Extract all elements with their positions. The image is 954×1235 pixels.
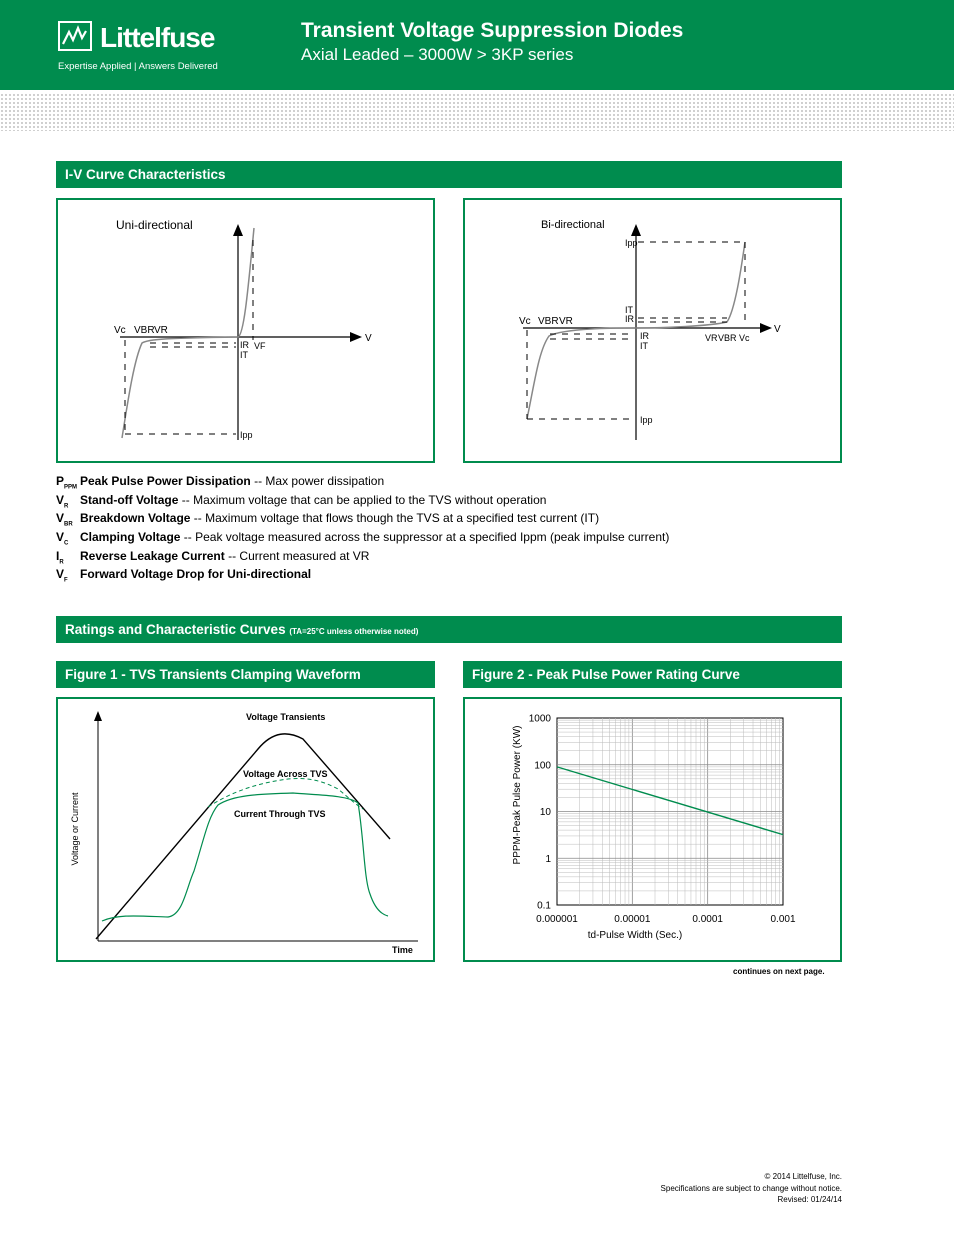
bi-it-bottom-label: IT [640, 341, 648, 351]
fig2-x-tick-label: 0.001 [770, 914, 796, 925]
iv-section-title: I-V Curve Characteristics [56, 161, 842, 188]
logo-text: Littelfuse [100, 22, 215, 53]
definition-symbol: $V_F$ [56, 567, 68, 584]
bi-it-top-label: IT [625, 305, 633, 315]
bi-vc-label: Vc [519, 316, 531, 327]
fig2-series-line [557, 767, 783, 835]
fig1-waveform [58, 699, 433, 960]
fig2-series [557, 767, 783, 835]
fig2-grid [557, 718, 783, 905]
page-title: Transient Voltage Suppression Diodes [301, 19, 684, 42]
bi-ipp-bottom-label: Ipp [640, 415, 653, 425]
footer-copyright: © 2014 Littelfuse, Inc. [764, 1172, 842, 1181]
page-subtitle: Axial Leaded – 3000W > 3KP series [301, 45, 574, 64]
fig1-xlabel: Time [392, 945, 413, 955]
fig2-y-tick-label: 1000 [528, 713, 551, 725]
fig2-x-tick-label: 0.0001 [692, 914, 723, 925]
bi-iv-diagram [465, 200, 840, 461]
definition-symbol: $V_R$ [56, 492, 69, 510]
fig1-title: Figure 1 - TVS Transients Clamping Waveform [56, 661, 435, 688]
bi-vbr-label: VBR [538, 316, 559, 327]
bi-ir-bottom-label: IR [640, 331, 649, 341]
bi-vr-label: VR [559, 316, 573, 327]
uni-v-axis-label: V [365, 333, 372, 344]
fig1-label-transients: Voltage Transients [246, 712, 326, 722]
bi-ipp-top-label: Ipp [625, 238, 638, 248]
definition-symbol: $V_{BR}$ [56, 511, 73, 528]
fig2-x-tick-label: 0.000001 [536, 914, 578, 925]
fig2-panel [463, 697, 842, 962]
definition-text: Forward Voltage Drop for Uni-directional [80, 567, 312, 582]
continues-note: continues on next page. [733, 967, 825, 976]
uni-iv-diagram [58, 200, 433, 461]
fig1-ylabel: Voltage or Current [70, 792, 80, 866]
fig2-xlabel: td-Pulse Width (Sec.) [587, 930, 683, 941]
footer [661, 1171, 842, 1206]
tagline: Expertise Applied | Answers Delivered [58, 61, 218, 72]
fig2-title: Figure 2 - Peak Pulse Power Rating Curve [463, 661, 842, 688]
fig2-y-tick-label: 1 [545, 853, 551, 865]
fig2-ticks [529, 714, 796, 926]
bi-vbr-right-label: VBR [718, 333, 737, 343]
fig1-label-across: Voltage Across TVS [243, 769, 328, 779]
uni-it-label: IT [240, 350, 248, 360]
dot-pattern-band [0, 93, 954, 131]
fig2-ylabel: PPPM-Peak Pulse Power (KW) [512, 725, 523, 865]
ratings-title: Ratings and Characteristic Curves [65, 622, 286, 637]
bi-vc-right-label: Vc [739, 333, 750, 343]
definition-symbol: $P_{PPM}$ [56, 474, 78, 491]
bi-ir-top-label: IR [625, 314, 634, 324]
fig1-label-through: Current Through TVS [234, 809, 326, 819]
definition-symbol: $V_C$ [56, 530, 69, 547]
bi-title: Bi-directional [541, 219, 605, 231]
uni-vf-label: VF [254, 341, 266, 351]
ratings-section-title [56, 616, 842, 643]
fig2-x-tick-label: 0.00001 [614, 914, 651, 925]
fig2-y-tick-label: 10 [539, 807, 551, 818]
uni-directional-panel [56, 198, 435, 463]
littelfuse-logo-icon [58, 21, 92, 51]
bi-vr-right-label: VR [705, 333, 718, 343]
bi-v-axis-label: V [774, 324, 781, 335]
uni-vr-label: VR [154, 325, 168, 336]
definition-text: Stand-off Voltage -- Maximum voltage that can be applied to the TVS without operation [80, 492, 547, 507]
uni-ipp-label: Ipp [240, 430, 253, 440]
bi-directional-panel [463, 198, 842, 463]
uni-ir-label: IR [240, 340, 249, 350]
definition-text: Reverse Leakage Current -- Current measured at VR [80, 548, 370, 563]
uni-vbr-label: VBR [134, 325, 155, 336]
fig2-y-tick-label: 0.1 [537, 900, 551, 912]
uni-vc-label: Vc [114, 325, 126, 336]
footer-notice: Specifications are subject to change without notice. [660, 1183, 842, 1193]
ratings-note: (TA=25°C unless otherwise noted) [289, 627, 419, 636]
fig1-panel [56, 697, 435, 962]
fig2-chart [465, 699, 840, 960]
fig2-y-tick-label: 100 [534, 760, 551, 772]
uni-title: Uni-directional [116, 218, 193, 232]
definition-text: Peak Pulse Power Dissipation -- Max power dissipation [80, 474, 385, 488]
page-header [0, 0, 954, 90]
definition-symbol: $I_R$ [56, 548, 64, 566]
footer-revised: Revised: 01/24/14 [777, 1195, 842, 1204]
definition-text: Breakdown Voltage -- Maximum voltage that flows though the TVS at a specified test current (IT) [80, 511, 600, 526]
definition-text: Clamping Voltage -- Peak voltage measured across the suppressor at a specified Ippm (peak impulse current) [80, 530, 670, 545]
